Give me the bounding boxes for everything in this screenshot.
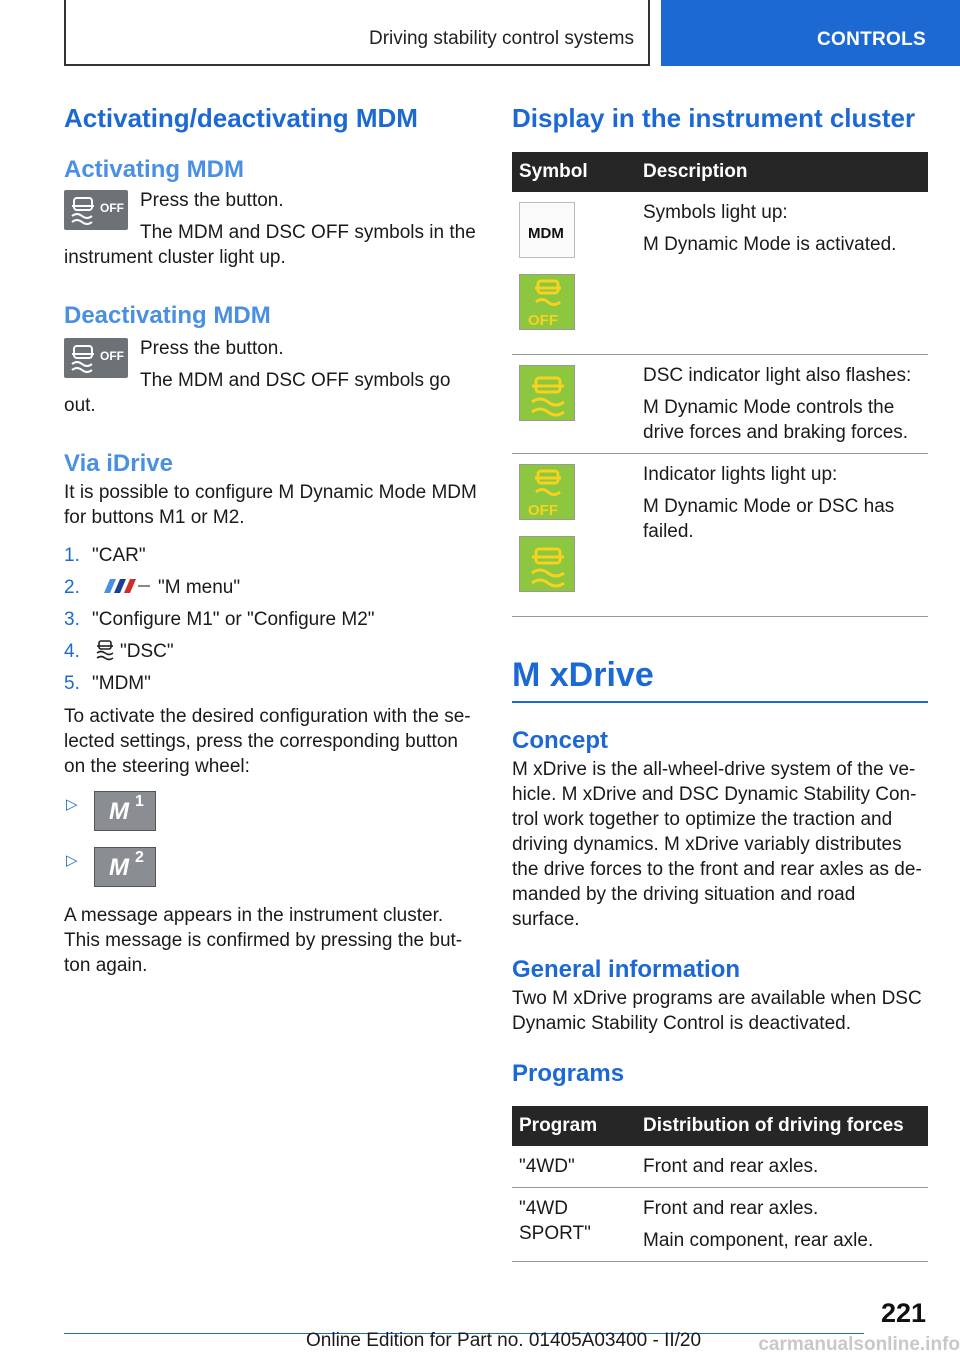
activate-result-text: The MDM and DSC OFF symbols in the instrument cluster light up. (64, 222, 476, 268)
mdm-button-image (64, 190, 128, 230)
activate-press-text: Press the button. (140, 190, 284, 211)
dsc-indicator-icon (519, 365, 575, 421)
watermark: carmanualsonline.info (758, 1334, 960, 1355)
heading-m-xdrive: M xDrive (512, 653, 928, 703)
programs-table (512, 1106, 928, 1262)
table-header-row (512, 1106, 928, 1146)
idrive-intro: It is possible to configure M Dynamic Mode MDM for buttons M1 or M2. (64, 482, 477, 528)
car-stability-icon (94, 639, 116, 661)
col-description: Description (636, 152, 928, 192)
dsc-indicator-icon (519, 536, 575, 592)
mdm-button-image (64, 338, 128, 378)
heading-concept: Concept (512, 727, 608, 754)
distribution-line2: Main component, rear axle. (643, 1230, 874, 1251)
general-text: Two M xDrive programs are available when DSC Dynamic Stability Control is deactivated. (512, 988, 922, 1034)
bullet-m2 (64, 847, 480, 903)
m-stripes-icon (96, 577, 152, 595)
bullet-m1 (64, 791, 480, 847)
right-column (512, 100, 928, 1262)
off-label: OFF (100, 349, 124, 363)
mdm-symbol-icon: MDM (519, 202, 575, 258)
chapter-title: CONTROLS (816, 29, 926, 50)
activate-instruction (64, 188, 480, 252)
activate-config-text: To activate the desired configuration with the selected settings, press the corresponding button on the steering wheel: (64, 706, 471, 777)
svg-text:OFF: OFF (528, 312, 558, 329)
chapter-tab (661, 0, 960, 66)
col-symbol: Symbol (512, 152, 636, 192)
heading-via-idrive: Via iDrive (64, 450, 173, 477)
program-cell: "4WD" (512, 1146, 636, 1188)
car-stability-icon (68, 342, 98, 374)
table-row (512, 355, 928, 454)
dsc-off-indicator-icon (519, 274, 575, 330)
distribution-line1: Front and rear axles. (643, 1156, 819, 1177)
step-item: 2. "M menu" (64, 577, 241, 598)
row3-line1: Indicator lights light up: (643, 464, 838, 485)
off-label: OFF (100, 201, 124, 215)
svg-text:OFF: OFF (528, 502, 558, 519)
row2-line2: M Dynamic Mode controls the drive forces and braking forces. (643, 397, 909, 443)
heading-general-information: General information (512, 956, 741, 983)
table-row (512, 1188, 928, 1262)
symbol-table (512, 152, 928, 617)
row3-line2: M Dynamic Mode or DSC has failed. (643, 496, 895, 542)
page-header (0, 0, 960, 66)
col-distribution: Distribution of driving forces (636, 1106, 928, 1146)
table-row (512, 1146, 928, 1188)
section-tab (64, 0, 650, 66)
heading-deactivating-mdm: Deactivating MDM (64, 302, 271, 329)
heading-display-instrument-cluster: Display in the instrument cluster (512, 103, 916, 133)
distribution-line1: Front and rear axles. (643, 1198, 819, 1219)
row1-line2: M Dynamic Mode is activated. (643, 234, 897, 255)
step-item: 5. "MDM" (64, 673, 151, 694)
car-stability-icon (68, 194, 98, 226)
program-cell: "4WD SPORT" (512, 1188, 636, 1262)
table-row (512, 192, 928, 355)
deactivate-instruction (64, 336, 480, 400)
edition-text: Online Edition for Part no. 01405A03400 - II/20 (306, 1330, 702, 1351)
message-text: A message appears in the instrument cluster. This message is confirmed by pressing the button again. (64, 905, 463, 976)
concept-text: M xDrive is the all-wheel-drive system of the vehicle. M xDrive and DSC Dynamic Stability Control work together to optimize the traction and driving dynamics. M xDrive variably distributes the drive forces to the front and rear axles as demanded by the driving situation and road surface. (512, 759, 922, 930)
table-header-row (512, 152, 928, 192)
bullet-marker: ▷ (66, 796, 78, 813)
heading-activating-mdm: Activating MDM (64, 156, 244, 183)
m2-button-image: M 2 (94, 847, 156, 887)
step-item: 3. "Configure M1" or "Configure M2" (64, 609, 375, 630)
page-number: 221 (880, 1298, 926, 1328)
left-column (64, 100, 480, 978)
heading-programs: Programs (512, 1060, 625, 1087)
deactivate-result-text: The MDM and DSC OFF symbols go out. (64, 370, 451, 416)
step-item: 4. "DSC" (64, 641, 174, 662)
heading-activating-deactivating-mdm: Activating/deactivating MDM (64, 103, 418, 133)
dsc-off-indicator-icon (519, 464, 575, 520)
section-title: Driving stability control systems (368, 28, 634, 49)
row2-line1: DSC indicator light also flashes: (643, 365, 912, 386)
row1-line1: Symbols light up: (643, 202, 788, 223)
table-row (512, 454, 928, 617)
deactivate-press-text: Press the button. (140, 338, 284, 359)
step-item: 1. "CAR" (64, 545, 146, 566)
bullet-marker: ▷ (66, 852, 78, 869)
m1-button-image: M 1 (94, 791, 156, 831)
idrive-steps (64, 540, 480, 700)
col-program: Program (512, 1106, 636, 1146)
